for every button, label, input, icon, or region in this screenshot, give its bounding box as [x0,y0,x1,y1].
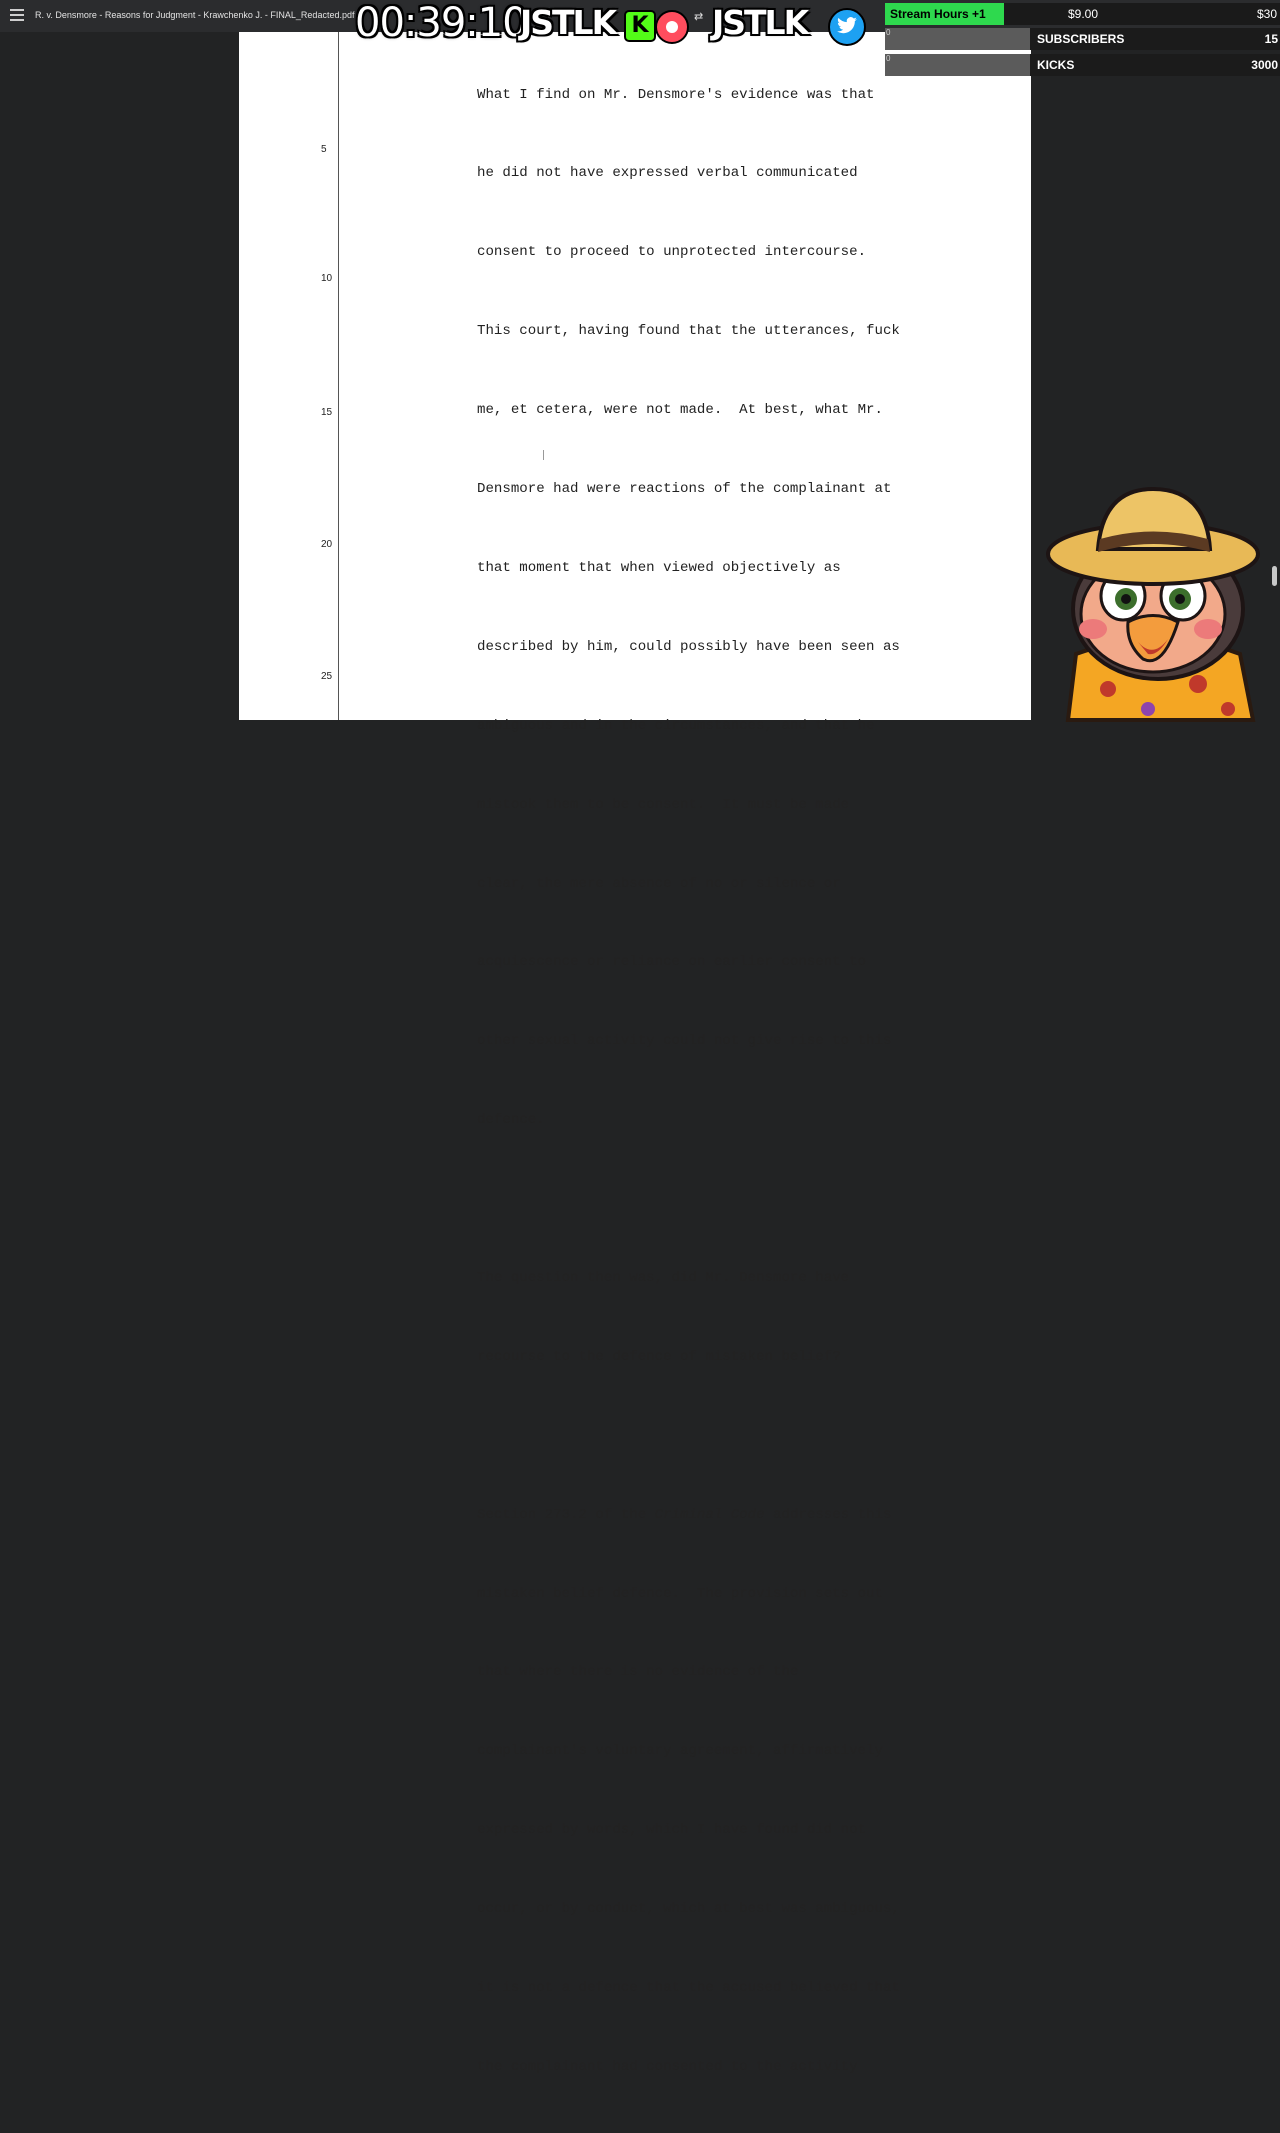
twitter-bird-icon [828,8,866,46]
link-icon: ⇄ [694,11,704,23]
text-line: the complainant had consented to the activity [477,2058,858,2075]
kicks-value: 3000 [1251,58,1278,72]
blank-line [477,1186,977,1212]
text-line: acquiescence or reliance on earlier consent to [477,954,867,971]
goal-target: $30 [1256,7,1277,21]
kicks-counter [885,54,1280,76]
text-line: expressed by words, which I have found did not [477,1822,867,1839]
text-line: occur, or by conduct, which at best was ambiguous, [477,1901,900,1918]
goal-label: Stream Hours +1 [890,7,986,21]
subscribers-label: SUBSCRIBERS [1037,32,1125,46]
text-line: it is not a defence that the accused believed that [477,1979,900,1996]
line-number: 15 [321,407,333,418]
section-text-after: addresses this [764,1506,892,1523]
brand-logo-left: JSTLK [520,3,616,42]
pdf-page[interactable] [239,32,1031,2075]
stream-timer: 00:39:10 [355,0,527,46]
record-icon [655,10,689,44]
text-line: clear, the mere absence of no or silence or [477,875,841,892]
kicks-track [885,54,1030,76]
brand-logo-right: JSTLK [712,3,808,42]
margin-rule [338,32,339,720]
scrollbar-thumb[interactable] [1272,566,1277,586]
text-line: other sexual activity could not give rise to this [477,1033,892,1050]
document-title: R. v. Densmore - Reasons for Judgment - Krawchenko J. - FINAL_Redacted.pdf [35,10,355,20]
line-number: 10 [321,273,333,284]
kick-logo-icon: K [624,10,656,42]
text-line: complainant's voluntary agreement, affirmatively [477,1743,883,1760]
subscribers-counter [885,28,1280,50]
subscribers-min: 0 [886,28,891,37]
donation-goal-bar [885,3,1280,25]
subscribers-value: 15 [1264,32,1278,46]
text-line: This court, having found that the utterances, fuck [477,323,900,340]
subscribers-track [885,28,1030,50]
blank-line [477,1423,977,1449]
text-line: mistaken belief defence. The provision sets out [477,1585,883,1602]
text-line: defence. [477,1112,545,1129]
kicks-label: KICKS [1037,58,1075,72]
text-line: he did not have expressed verbal communicated [477,165,858,182]
text-line: mistook them to be consent. It must be made [477,796,850,813]
hamburger-menu-icon[interactable] [10,9,24,23]
text-line: described by him, could possibly have been seen as [477,638,900,655]
text-line: me, et cetera, were not made. At best, what Mr. [477,402,883,419]
kicks-min: 0 [886,54,891,63]
mascot-bird-icon [1048,484,1268,720]
text-line: consent to proceed to unprotected intercourse. [477,244,867,261]
line-number: 20 [321,539,333,550]
goal-current: $9.00 [1068,7,1099,21]
text-line: The question then was, did Mr. Densmore have [477,1269,850,1286]
text-line: that moment that when viewed objectively as [477,559,841,576]
criminal-code-italic: Criminal Code [654,1506,765,1523]
line-number: 25 [321,671,333,682]
text-line: recourse to the defence of mistaken belief? [477,1348,841,1365]
text-line: ambiguous and in the circumstances, and that he [477,717,875,734]
judgment-text [477,29,977,2133]
text-line: Densmore had were reactions of the complainant at [477,481,892,498]
text-cursor [543,450,544,460]
section-line [477,1502,977,1528]
line-number: 5 [321,144,327,155]
text-line: that where there is no evidence of the [477,1664,799,1681]
section-text-before: Section 273.2 of the [477,1506,655,1523]
text-line: What I find on Mr. Densmore's evidence was that [477,86,875,103]
